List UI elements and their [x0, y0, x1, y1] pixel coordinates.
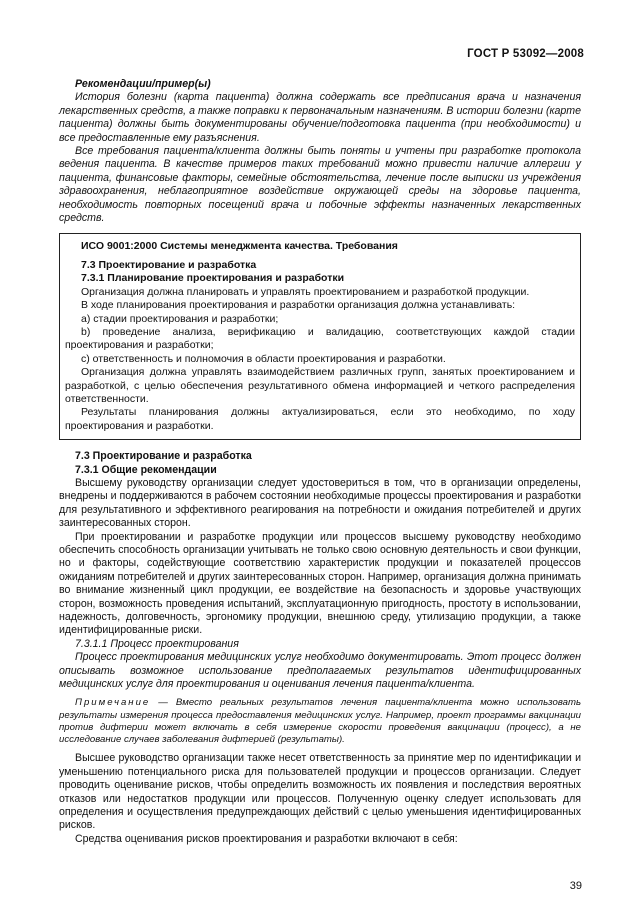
section-paragraph: Высшему руководству организации следует удостовериться в том, что в организации определены, внедрены и поддерживаются в рабочем состоянии необходимые процессы проектирования и разработки для результативного и эффективного реагирования на потребности и ожидания потребителей и других заинтересованных сторон. [59, 476, 581, 530]
section-paragraph: При проектировании и разработке продукции или процессов высшему руководству необходимо обеспечить способность организации учитывать не только свою основную деятельность и свои функции, но и факторы, содействующие соответствию характеристик продукции и показателей процессов ожиданиям потребителей и других заинтересованных сторон. Например, организация должна принимать во внимание жизненный цикл продукции, ее воздействие на безопасность и здоровье участвующих сторон, возможность проведения испытаний, эксплуатационную пригодность, простоту в использовании, надежность, долговечность, эргономику продукции, внешнюю среду, утилизацию продукции, а также идентифицированные риски. [59, 530, 581, 637]
section-subheading: 7.3.1 Общие рекомендации [75, 463, 217, 476]
iso-box-list-item: с) ответственность и полномочия в области проектирования и разработки. [81, 352, 446, 365]
iso-box-list-item: b) проведение анализа, верификацию и валидацию, соответствующих каждой стадии проектирования и разработки; [65, 325, 575, 352]
iso-box-paragraph: Организация должна управлять взаимодействием различных групп, занятых проектированием и разработкой, с целью обеспечения результативного обмена информацией и четкого распределения ответственности. [65, 366, 575, 405]
section-paragraph: Высшее руководство организации также несет ответственность за принятие мер по идентификации и уменьшению потенциального риска для пользователей продукции и процессов организации. Следует проводить оценивание рисков, чтобы определить возможность их появления и последствия вероятных отказов или недостатков продукции или процессов. Полученную оценку следует использовать для определения и осуществления предупреждающих действий с целью уменьшения идентифицированных рисков. [59, 752, 581, 832]
recommendations-heading: Рекомендации/пример(ы) [75, 78, 211, 90]
section-paragraph: Средства оценивания рисков проектирования и разработки включают в себя: [75, 832, 458, 845]
recommendations-paragraph: Все требования пациента/клиента должны быть поняты и учтены при разработке протокола ведения пациента. В качестве примеров таких требований можно привести наличие аллергии у пациента, финансовые факторы, семейные обстоятельства, лечение после выписки из учреждения здравоохранения, неблагоприятное воздействие окружающей среды на здоровье пациента, необходимость повторных посещений врача и побочные эффекты назначенных лекарственных средств. [59, 145, 581, 225]
iso-box-list-item: а) стадии проектирования и разработки; [81, 312, 279, 325]
iso-box-paragraph: В ходе планирования проектирования и разработки организация должна устанавливать: [81, 299, 516, 312]
iso-box-paragraph: Результаты планирования должны актуализироваться, если это необходимо, по ходу проектирования и разработки. [65, 406, 575, 432]
section-heading: 7.3 Проектирование и разработка [75, 450, 252, 463]
iso-box-subheading: 7.3.1 Планирование проектирования и разработки [81, 272, 345, 285]
iso-box-heading: 7.3 Проектирование и разработка [81, 258, 257, 271]
iso-box-paragraph: Организация должна планировать и управлять проектированием и разработкой продукции. [81, 285, 530, 298]
subsection-heading: 7.3.1.1 Процесс проектирования [75, 637, 239, 650]
iso-box-title: ИСО 9001:2000 Системы менеджмента качества. Требования [81, 240, 398, 253]
note-text: — Вместо реальных результатов лечения пациента/клиента можно использовать результаты измерения процесса предоставления медицинских услуг. Например, проект программы вакцинации против дифтерии может включать в себя измерение скорости проведения вакцинации (процесс), а не исследование случаев заболевания дифтерией (результаты). [59, 697, 581, 746]
note-label: Примечание [75, 697, 151, 709]
standard-header: ГОСТ Р 53092—2008 [467, 48, 584, 60]
iso-requirements-box [59, 233, 581, 440]
page-number: 39 [569, 880, 582, 892]
recommendations-paragraph: История болезни (карта пациента) должна содержать все предписания врача и назначения лекарственных средств, а также поправки к первоначальным назначениям. В истории болезни (карте пациента) должны быть документированы обучение/подготовка пациента (при необходимости) и все предоставленные ему разъяснения. [59, 91, 581, 144]
section-paragraph-italic: Процесс проектирования медицинских услуг необходимо документировать. Этот процесс должен описывать возможное использование предполагаемых результатов идентифицированных медицинских услуг для проектирования и оценивания лечения пациента/клиента. [59, 651, 581, 691]
note [59, 697, 581, 746]
page-content [59, 78, 581, 846]
